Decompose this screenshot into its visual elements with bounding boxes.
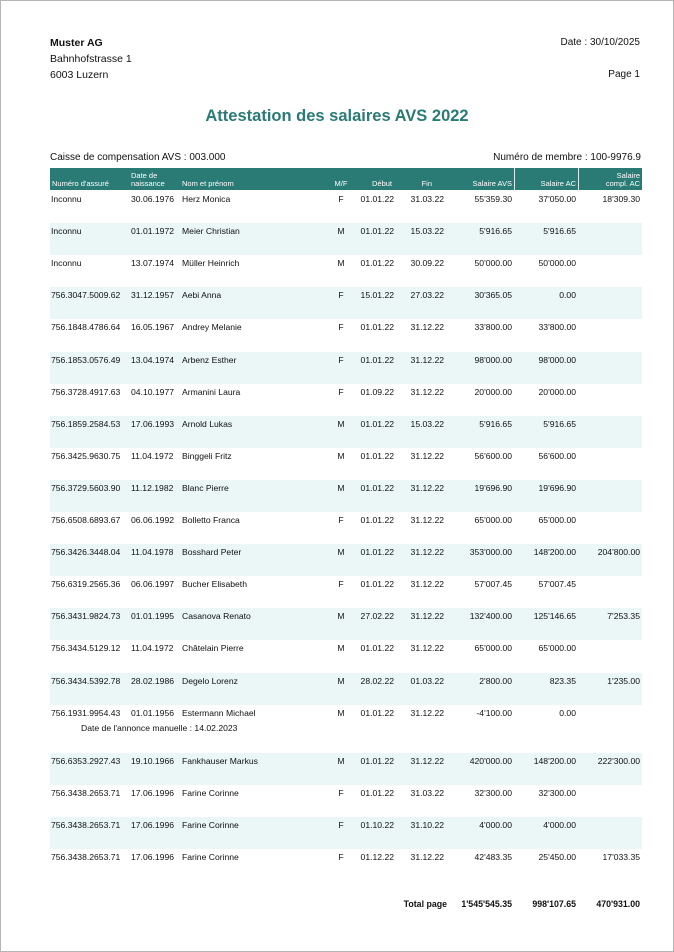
- table-row: [50, 705, 642, 753]
- cell-end-date: 31.12.22: [410, 515, 444, 525]
- cell-birth-date: 06.06.1997: [131, 579, 175, 590]
- cell-salary-ac: 148'200.00: [533, 547, 576, 558]
- header-comp-line2: compl. AC: [605, 179, 640, 188]
- cell-employee-name: Châtelain Pierre: [182, 643, 244, 654]
- cell-insured-number: 756.6319.2565.36: [51, 579, 121, 590]
- table-row: [50, 352, 642, 384]
- cell-salary-ac: 50'000.00: [538, 258, 576, 269]
- table-row: [50, 544, 642, 576]
- cell-start-date: 01.01.22: [360, 322, 394, 333]
- cell-start-date: 01.01.22: [360, 755, 394, 766]
- page-number: Page 1: [608, 69, 640, 80]
- header-separator: [514, 168, 515, 190]
- cell-birth-date: 17.06.1993: [131, 418, 175, 429]
- cell-insured-number: 756.1931.9954.43: [51, 707, 121, 718]
- header-birth-line1: Date de: [131, 171, 158, 180]
- cell-start-date: 01.01.22: [360, 515, 394, 525]
- cell-employee-name: Meier Christian: [182, 226, 240, 237]
- cell-salary-avs: 57'007.45: [474, 579, 512, 590]
- total-avs: 1'545'545.35: [461, 899, 512, 909]
- cell-gender: M: [337, 707, 345, 718]
- cell-end-date: 31.12.22: [410, 482, 444, 493]
- table-row: [50, 673, 642, 705]
- cell-gender: F: [338, 386, 344, 397]
- cell-end-date: 31.12.22: [410, 611, 444, 622]
- cell-gender: M: [337, 226, 345, 237]
- table-row: [50, 817, 642, 849]
- cell-start-date: 01.01.22: [360, 482, 394, 493]
- cell-salary-ac: 57'007.45: [538, 579, 576, 590]
- cell-employee-name: Blanc Pierre: [182, 482, 229, 493]
- cell-birth-date: 28.02.1986: [131, 675, 175, 686]
- cell-salary-ac: 32'300.00: [538, 787, 576, 798]
- cell-end-date: 31.12.22: [410, 386, 444, 397]
- cell-start-date: 01.01.22: [360, 579, 394, 590]
- cell-insured-number: Inconnu: [51, 258, 82, 269]
- cell-employee-name: Degelo Lorenz: [182, 675, 238, 686]
- cell-end-date: 31.12.22: [410, 707, 444, 718]
- cell-employee-name: Fankhauser Markus: [182, 755, 258, 766]
- cell-end-date: 31.12.22: [410, 354, 444, 365]
- cell-insured-number: 756.3438.2653.71: [51, 852, 121, 862]
- cell-gender: F: [338, 579, 344, 590]
- cell-start-date: 01.01.22: [360, 450, 394, 461]
- header-comp-line1: Salaire: [616, 171, 640, 180]
- cell-end-date: 15.03.22: [410, 418, 444, 429]
- cell-start-date: 01.01.22: [360, 547, 394, 558]
- cell-birth-date: 04.10.1977: [131, 386, 175, 397]
- cell-end-date: 31.12.22: [410, 322, 444, 333]
- cell-birth-date: 13.04.1974: [131, 354, 175, 365]
- cell-salary-avs: 5'916.65: [479, 418, 512, 429]
- cell-salary-ac: 65'000.00: [538, 515, 576, 525]
- cell-employee-name: Bosshard Peter: [182, 547, 242, 558]
- cell-employee-name: Bolletto Franca: [182, 515, 240, 525]
- cell-start-date: 01.01.22: [360, 194, 394, 204]
- cell-insured-number: 756.3434.5392.78: [51, 675, 121, 686]
- cell-insured-number: 756.3438.2653.71: [51, 819, 121, 830]
- cell-insured-number: Inconnu: [51, 194, 82, 204]
- cell-salary-avs: 55'359.30: [474, 194, 512, 204]
- table-row: [50, 480, 642, 512]
- cell-insured-number: 756.1853.0576.49: [51, 354, 121, 365]
- cell-salary-ac: 98'000.00: [538, 354, 576, 365]
- cell-insured-number: 756.3425.9630.75: [51, 450, 121, 461]
- cell-employee-name: Binggeli Fritz: [182, 450, 232, 461]
- cell-end-date: 01.03.22: [410, 675, 444, 686]
- cell-insured-number: 756.6508.6893.67: [51, 515, 121, 525]
- table-row: [50, 287, 642, 319]
- cell-salary-avs: 132'400.00: [469, 611, 512, 622]
- cell-insured-number: 756.3438.2653.71: [51, 787, 121, 798]
- cell-salary-avs: 19'696.90: [474, 482, 512, 493]
- cell-salary-avs: 98'000.00: [474, 354, 512, 365]
- table-row: [50, 319, 642, 351]
- cell-end-date: 31.12.22: [410, 450, 444, 461]
- cell-gender: F: [338, 819, 344, 830]
- cell-employee-name: Aebi Anna: [182, 290, 222, 301]
- table-row: [50, 608, 642, 640]
- cell-end-date: 31.03.22: [410, 787, 444, 798]
- total-ac: 998'107.65: [532, 899, 576, 909]
- table-row: [50, 512, 642, 544]
- table-row: [50, 448, 642, 480]
- cell-salary-avs: 2'800.00: [479, 675, 512, 686]
- table-row: [50, 576, 642, 608]
- total-label: Total page: [403, 899, 447, 909]
- cell-insured-number: Inconnu: [51, 226, 82, 237]
- cell-insured-number: 756.3434.5129.12: [51, 643, 121, 654]
- table-row: [50, 416, 642, 448]
- table-row: [50, 191, 642, 223]
- cell-salary-compl-ac: 204'800.00: [597, 547, 640, 558]
- cell-employee-name: Arbenz Esther: [182, 354, 237, 365]
- cell-gender: F: [338, 290, 344, 301]
- cell-start-date: 01.01.22: [360, 354, 394, 365]
- company-name: Muster AG: [50, 37, 103, 49]
- cell-salary-avs: 65'000.00: [474, 643, 512, 654]
- cell-salary-compl-ac: 222'300.00: [597, 755, 640, 766]
- cell-birth-date: 06.06.1992: [131, 515, 175, 525]
- cell-start-date: 01.12.22: [360, 852, 394, 862]
- cell-insured-number: 756.1848.4786.64: [51, 322, 121, 333]
- cell-salary-avs: 353'000.00: [469, 547, 512, 558]
- cell-salary-ac: 5'916.65: [543, 226, 576, 237]
- header-birth: [131, 172, 165, 188]
- cell-insured-number: 756.3729.5603.90: [51, 482, 121, 493]
- cell-gender: F: [338, 194, 344, 204]
- cell-start-date: 01.01.22: [360, 787, 394, 798]
- total-comp: 470'931.00: [596, 899, 640, 909]
- cell-insured-number: 756.3426.3448.04: [51, 547, 121, 558]
- cell-birth-date: 16.05.1967: [131, 322, 175, 333]
- cell-start-date: 01.01.22: [360, 643, 394, 654]
- cell-employee-name: Andrey Melanie: [182, 322, 242, 333]
- cell-salary-avs: -4'100.00: [476, 707, 512, 718]
- cell-salary-avs: 32'300.00: [474, 787, 512, 798]
- table-row: [50, 785, 642, 817]
- manual-notice-note: Date de l'annonce manuelle : 14.02.2023: [81, 722, 238, 733]
- cell-salary-ac: 37'050.00: [538, 194, 576, 204]
- cell-salary-ac: 19'696.90: [538, 482, 576, 493]
- cell-employee-name: Herz Monica: [182, 194, 231, 204]
- cell-end-date: 15.03.22: [410, 226, 444, 237]
- cell-insured-number: 756.3728.4917.63: [51, 386, 121, 397]
- cell-salary-ac: 20'000.00: [538, 386, 576, 397]
- cell-insured-number: 756.1859.2584.53: [51, 418, 121, 429]
- cell-salary-ac: 65'000.00: [538, 643, 576, 654]
- cell-start-date: 28.02.22: [360, 675, 394, 686]
- cell-start-date: 01.10.22: [360, 819, 394, 830]
- table-row: [50, 223, 642, 255]
- cell-insured-number: 756.3431.9824.73: [51, 611, 121, 622]
- cell-birth-date: 11.04.1978: [131, 547, 174, 558]
- cell-gender: M: [337, 418, 345, 429]
- cell-end-date: 31.12.22: [410, 852, 444, 862]
- cell-salary-ac: 33'800.00: [538, 322, 576, 333]
- cell-salary-ac: 0.00: [559, 707, 576, 718]
- cell-employee-name: Arnold Lukas: [182, 418, 233, 429]
- cell-salary-compl-ac: 1'235.00: [607, 675, 640, 686]
- cell-gender: F: [338, 354, 344, 365]
- header-birth-line2: naissance: [131, 179, 165, 188]
- cell-birth-date: 17.06.1996: [131, 819, 175, 830]
- cell-salary-compl-ac: 7'253.35: [607, 611, 640, 622]
- table-row: [50, 384, 642, 416]
- cell-employee-name: Casanova Renato: [182, 611, 251, 622]
- cell-employee-name: Farine Corinne: [182, 819, 239, 830]
- header-debut: Début: [371, 179, 392, 188]
- document-title: Attestation des salaires AVS 2022: [205, 107, 469, 125]
- cell-salary-ac: 5'916.65: [543, 418, 576, 429]
- cell-salary-ac: 0.00: [559, 290, 576, 301]
- header-avs: Salaire AVS: [472, 179, 512, 188]
- cell-birth-date: 01.01.1972: [131, 226, 175, 237]
- cell-gender: M: [337, 755, 345, 766]
- cell-salary-ac: 56'600.00: [538, 450, 576, 461]
- cell-end-date: 31.03.22: [410, 194, 444, 204]
- header-separator: [578, 168, 579, 190]
- cell-birth-date: 17.06.1996: [131, 852, 175, 862]
- member-number: Numéro de membre : 100-9976.9: [493, 152, 641, 163]
- cell-salary-avs: 4'000.00: [479, 819, 512, 830]
- cell-end-date: 31.12.22: [410, 579, 444, 590]
- cell-employee-name: Müller Heinrich: [182, 258, 240, 269]
- cell-start-date: 27.02.22: [360, 611, 394, 622]
- cell-start-date: 01.09.22: [360, 386, 394, 397]
- cell-salary-ac: 25'450.00: [538, 852, 576, 862]
- cell-end-date: 30.09.22: [410, 258, 444, 269]
- cell-gender: F: [338, 852, 344, 862]
- cell-salary-avs: 33'800.00: [474, 322, 512, 333]
- cell-employee-name: Armanini Laura: [182, 386, 241, 397]
- cell-gender: F: [338, 515, 344, 525]
- cell-gender: M: [337, 547, 345, 558]
- header-fin: Fin: [421, 179, 432, 188]
- cell-birth-date: 01.01.1995: [131, 611, 175, 622]
- header-num: Numéro d'assuré: [52, 179, 109, 188]
- header-ac: Salaire AC: [540, 179, 576, 188]
- cell-birth-date: 30.06.1976: [131, 194, 175, 204]
- cell-birth-date: 11.04.1972: [131, 643, 174, 654]
- cell-birth-date: 19.10.1966: [131, 755, 175, 766]
- cell-birth-date: 11.04.1972: [131, 450, 174, 461]
- cell-salary-avs: 42'483.35: [474, 852, 512, 862]
- cell-start-date: 01.01.22: [360, 418, 394, 429]
- cell-start-date: 01.01.22: [360, 707, 394, 718]
- cell-employee-name: Farine Corinne: [182, 787, 239, 798]
- cell-end-date: 27.03.22: [410, 290, 444, 301]
- cell-salary-ac: 148'200.00: [533, 755, 576, 766]
- cell-start-date: 01.01.22: [360, 226, 394, 237]
- cell-birth-date: 17.06.1996: [131, 787, 175, 798]
- cell-gender: M: [337, 482, 345, 493]
- cell-birth-date: 01.01.1956: [131, 707, 175, 718]
- company-city: 6003 Luzern: [50, 69, 109, 81]
- cell-gender: M: [337, 675, 345, 686]
- cell-end-date: 31.12.22: [410, 547, 444, 558]
- cell-start-date: 15.01.22: [360, 290, 394, 301]
- cell-birth-date: 11.12.1982: [131, 482, 174, 493]
- cell-salary-ac: 4'000.00: [543, 819, 576, 830]
- company-street: Bahnhofstrasse 1: [50, 53, 132, 65]
- cell-insured-number: 756.6353.2927.43: [51, 755, 121, 766]
- cell-salary-ac: 823.35: [549, 675, 576, 686]
- cell-salary-avs: 420'000.00: [469, 755, 512, 766]
- cell-gender: M: [337, 611, 345, 622]
- cell-start-date: 01.01.22: [360, 258, 394, 269]
- cell-salary-compl-ac: 17'033.35: [602, 852, 640, 862]
- cell-gender: F: [338, 787, 344, 798]
- table-row: [50, 753, 642, 785]
- cell-salary-avs: 65'000.00: [474, 515, 512, 525]
- table-row: [50, 640, 642, 672]
- header-comp: [580, 172, 640, 188]
- cell-gender: M: [337, 258, 345, 269]
- cell-birth-date: 31.12.1957: [131, 290, 175, 301]
- company-address: [50, 35, 132, 83]
- cell-gender: M: [337, 450, 345, 461]
- cell-employee-name: Estermann Michael: [182, 707, 256, 718]
- cell-birth-date: 13.07.1974: [131, 258, 175, 269]
- cell-gender: M: [337, 643, 345, 654]
- cell-salary-avs: 5'916.65: [479, 226, 512, 237]
- header-mf: M/F: [334, 179, 348, 188]
- cell-insured-number: 756.3047.5009.62: [51, 290, 121, 301]
- cell-salary-avs: 50'000.00: [474, 258, 512, 269]
- document-date: Date : 30/10/2025: [560, 37, 640, 48]
- cell-salary-compl-ac: 18'309.30: [602, 194, 640, 204]
- cell-gender: F: [338, 322, 344, 333]
- cell-salary-avs: 30'365.05: [474, 290, 512, 301]
- cell-employee-name: Bucher Elisabeth: [182, 579, 247, 590]
- table-header: [50, 168, 642, 190]
- cell-end-date: 31.10.22: [410, 819, 444, 830]
- table-row: [50, 849, 642, 881]
- header-name: Nom et prénom: [182, 179, 234, 188]
- cell-end-date: 31.12.22: [410, 755, 444, 766]
- caisse-compensation: Caisse de compensation AVS : 003.000: [50, 152, 226, 163]
- cell-employee-name: Farine Corinne: [182, 852, 239, 862]
- table-row: [50, 255, 642, 287]
- cell-salary-avs: 20'000.00: [474, 386, 512, 397]
- cell-salary-ac: 125'146.65: [533, 611, 576, 622]
- cell-end-date: 31.12.22: [410, 643, 444, 654]
- cell-salary-avs: 56'600.00: [474, 450, 512, 461]
